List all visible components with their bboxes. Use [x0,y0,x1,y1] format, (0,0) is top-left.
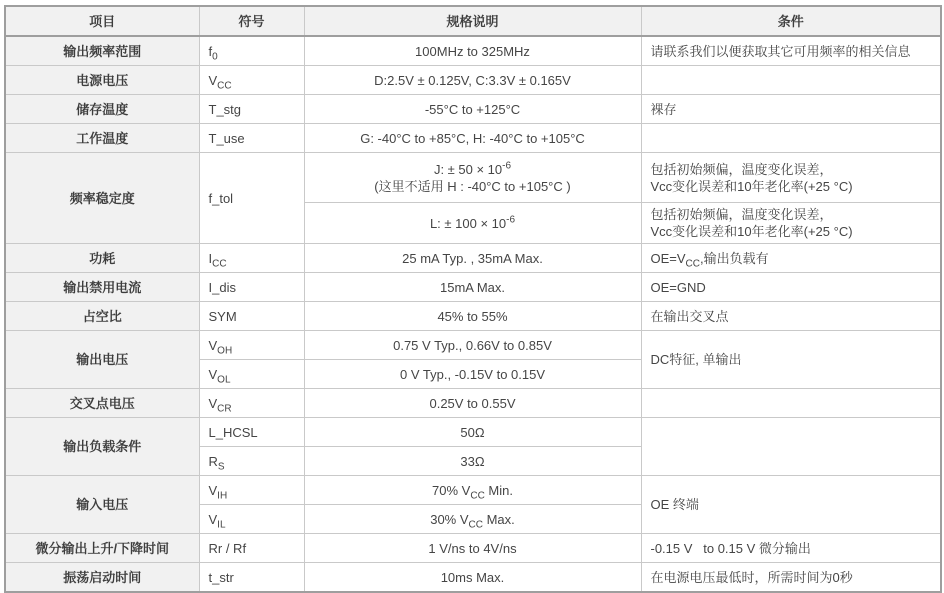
cell-spec: D:2.5V ± 0.125V, C:3.3V ± 0.165V [304,66,641,95]
cell-item: 振荡启动时间 [5,563,199,593]
cell-item: 交叉点电压 [5,389,199,418]
cell-condition [641,418,941,476]
table-row [5,389,941,418]
cell-item: 储存温度 [5,95,199,124]
table-row [5,418,941,447]
table-row [5,476,941,505]
cell-item: 占空比 [5,302,199,331]
cell-condition: 包括初始频偏，温度变化误差， Vcc变化误差和10年老化率(+25 °C) [641,203,941,244]
cell-symbol: $f_0$ [199,36,304,66]
table-row [5,153,941,203]
cell-spec: 1 V/ns to 4V/ns [304,534,641,563]
spec-table [4,5,942,593]
cell-condition: OE 终端 [641,476,941,534]
table-row [5,563,941,593]
cell-symbol: Rr / Rf [199,534,304,563]
table-row [5,273,941,302]
table-row [5,534,941,563]
cell-condition: 在输出交叉点 [641,302,941,331]
cell-spec: 10ms Max. [304,563,641,593]
cell-spec: 33Ω [304,447,641,476]
cell-condition: 请联系我们以便获取其它可用频率的相关信息 [641,36,941,66]
cell-spec: 25 mA Typ. , 35mA Max. [304,244,641,273]
cell-condition: DC特征, 单输出 [641,331,941,389]
cell-condition: 在电源电压最低时，所需时间为0秒 [641,563,941,593]
col-header-item: 项目 [5,6,199,36]
cell-spec: 30% $V_{CC}$ Max. [304,505,641,534]
cell-condition: 包括初始频偏，温度变化误差， Vcc变化误差和10年老化率(+25 °C) [641,153,941,203]
cell-item: 输出电压 [5,331,199,389]
table-row [5,36,941,66]
cell-symbol: T_stg [199,95,304,124]
header-row [5,6,941,36]
table-row [5,302,941,331]
cell-spec: 50Ω [304,418,641,447]
cell-spec: 100MHz to 325MHz [304,36,641,66]
cell-symbol: $V_{IL}$ [199,505,304,534]
cell-spec: G: -40°C to +85°C, H: -40°C to +105°C [304,124,641,153]
cell-item: 微分输出上升/下降时间 [5,534,199,563]
cell-symbol: $V_{IH}$ [199,476,304,505]
col-header-condition: 条件 [641,6,941,36]
cell-spec: 70% $V_{CC}$ Min. [304,476,641,505]
cell-spec: -55°C to +125°C [304,95,641,124]
cell-item: 频率稳定度 [5,153,199,244]
col-header-symbol: 符号 [199,6,304,36]
cell-symbol: f_tol [199,153,304,244]
cell-symbol: t_str [199,563,304,593]
cell-item: 工作温度 [5,124,199,153]
table-row [5,66,941,95]
table-row [5,124,941,153]
cell-symbol: $V_{CR}$ [199,389,304,418]
cell-condition [641,66,941,95]
cell-condition: $OE=V_{CC}$,输出负载有 [641,244,941,273]
table-row [5,244,941,273]
cell-condition: -0.15 V to 0.15 V 微分输出 [641,534,941,563]
cell-symbol: I_dis [199,273,304,302]
cell-condition [641,389,941,418]
cell-spec: 45% to 55% [304,302,641,331]
table-row [5,95,941,124]
table-row [5,331,941,360]
cell-item: 输出禁用电流 [5,273,199,302]
cell-spec: 0.25V to 0.55V [304,389,641,418]
cell-symbol: $R_S$ [199,447,304,476]
cell-item: 输入电压 [5,476,199,534]
cell-spec: L: ± $100 \times 10^{-6}$ [304,203,641,244]
cell-condition: OE=GND [641,273,941,302]
cell-condition [641,124,941,153]
cell-condition: 裸存 [641,95,941,124]
cell-spec: 0 V Typ., -0.15V to 0.15V [304,360,641,389]
cell-spec: 15mA Max. [304,273,641,302]
cell-item: 输出负载条件 [5,418,199,476]
cell-item: 电源电压 [5,66,199,95]
cell-item: 输出频率范围 [5,36,199,66]
cell-symbol: $V_{OH}$ [199,331,304,360]
cell-spec: J: ± $50 \times 10^{-6}$ (这里不适用 H : -40°C to +105°C ) [304,153,641,203]
cell-symbol: T_use [199,124,304,153]
cell-symbol: SYM [199,302,304,331]
cell-symbol: $V_{OL}$ [199,360,304,389]
cell-item: 功耗 [5,244,199,273]
cell-symbol: L_HCSL [199,418,304,447]
cell-symbol: $V_{CC}$ [199,66,304,95]
cell-symbol: $I_{CC}$ [199,244,304,273]
col-header-spec: 规格说明 [304,6,641,36]
cell-spec: 0.75 V Typ., 0.66V to 0.85V [304,331,641,360]
